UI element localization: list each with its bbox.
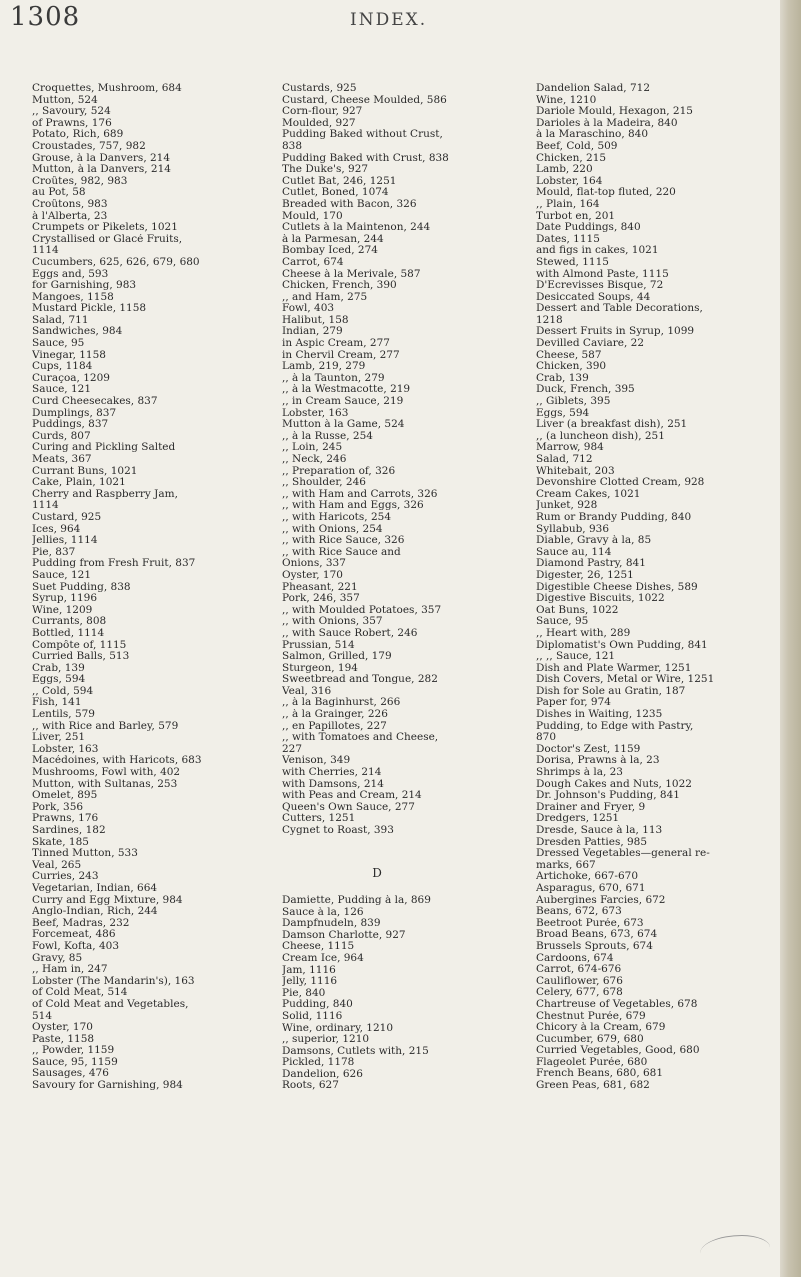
index-entry: Mushrooms, Fowl with, 402	[32, 767, 181, 779]
index-entry: Digestible Cheese Dishes, 589	[536, 581, 698, 593]
index-entry: Corn-flour, 927	[282, 106, 363, 118]
index-entry: Date Puddings, 840	[536, 222, 641, 234]
index-entry: Syllabub, 936	[536, 523, 610, 535]
index-entry: Dessert and Table Decorations,	[536, 303, 703, 315]
index-entry: Suet Pudding, 838	[32, 581, 131, 593]
index-entry: Dessert Fruits in Syrup, 1099	[536, 326, 695, 338]
index-entry: Fowl, 403	[282, 303, 335, 315]
index-entry: Lobster, 163	[282, 407, 349, 419]
index-column-3	[536, 83, 776, 1092]
index-entry: ,, à la Baginhurst, 266	[282, 697, 401, 709]
index-entry: Skate, 185	[32, 836, 89, 848]
index-entry: Beef, Madras, 232	[32, 917, 130, 929]
index-entry: Sandwiches, 984	[32, 326, 123, 338]
index-entry: Diable, Gravy à la, 85	[536, 535, 652, 547]
index-entry: Turbot en, 201	[536, 210, 616, 222]
index-entry: ,, with Sauce Robert, 246	[282, 627, 418, 639]
index-entry: Cream Ice, 964	[282, 952, 364, 964]
index-entry: Curing and Pickling Salted	[32, 442, 176, 454]
index-entry: Mutton, with Sultanas, 253	[32, 778, 178, 790]
index-entry: ,, Shoulder, 246	[282, 477, 366, 489]
index-entry: Grouse, à la Danvers, 214	[32, 152, 171, 164]
index-entry: ,, with Rice and Barley, 579	[32, 720, 179, 732]
index-entry: ,, superior, 1210	[282, 1034, 370, 1046]
index-entry: Macédoines, with Haricots, 683	[32, 755, 202, 767]
index-entry: Pudding Baked without Crust,	[282, 129, 443, 141]
index-entry: Rum or Brandy Pudding, 840	[536, 511, 692, 523]
index-entry: ,, Preparation of, 326	[282, 465, 396, 477]
index-entry	[282, 837, 532, 849]
index-entry: Jam, 1116	[282, 964, 336, 976]
index-entry: Darioles à la Madeira, 840	[536, 117, 678, 129]
index-entry: Currant Buns, 1021	[32, 465, 138, 477]
index-entry: D'Ecrevisses Bisque, 72	[536, 280, 664, 292]
index-entry: Vegetarian, Indian, 664	[32, 882, 158, 894]
section-letter: D	[372, 865, 382, 880]
index-entry: Brussels Sprouts, 674	[536, 940, 653, 952]
index-entry: Sausages, 476	[32, 1068, 109, 1080]
index-entry: ,, with Rice Sauce, 326	[282, 535, 405, 547]
index-column-2	[282, 83, 532, 1092]
index-entry: Mould, flat-top fluted, 220	[536, 187, 676, 199]
index-entry: Dish for Sole au Gratin, 187	[536, 685, 686, 697]
index-entry: Marrow, 984	[536, 442, 604, 454]
index-entry: ,, en Papillotes, 227	[282, 720, 387, 732]
index-entry: Eggs, 594	[536, 407, 590, 419]
index-entry: Cauliflower, 676	[536, 975, 623, 987]
index-entry: Cups, 1184	[32, 361, 93, 373]
index-entry: Cream Cakes, 1021	[536, 488, 641, 500]
index-entry: Dresden Patties, 985	[536, 836, 648, 848]
index-entry: Dates, 1115	[536, 233, 600, 245]
index-entry: Lobster, 164	[536, 175, 603, 187]
index-entry: Broad Beans, 673, 674	[536, 929, 658, 941]
index-entry: Cake, Plain, 1021	[32, 477, 126, 489]
index-entry: Crab, 139	[536, 372, 589, 384]
page-number: 1308	[10, 2, 81, 32]
index-entry: Pork, 246, 357	[282, 593, 360, 605]
index-entry: marks, 667	[536, 859, 596, 871]
index-entry: Roots, 627	[282, 1080, 339, 1092]
index-entry: Veal, 316	[282, 685, 332, 697]
index-entry: Asparagus, 670, 671	[536, 882, 646, 894]
index-entry: Fish, 141	[32, 697, 82, 709]
index-entry: Mangoes, 1158	[32, 291, 114, 303]
index-entry: Chicory à la Cream, 679	[536, 1022, 666, 1034]
index-entry: Duck, French, 395	[536, 384, 635, 396]
index-entry: Dough Cakes and Nuts, 1022	[536, 778, 692, 790]
index-entry: Prussian, 514	[282, 639, 355, 651]
index-entry: Sauce, 95	[536, 616, 589, 628]
index-entry: Beans, 672, 673	[536, 906, 622, 918]
index-entry: Dandelion, 626	[282, 1068, 363, 1080]
index-entry: Curd Cheesecakes, 837	[32, 396, 158, 408]
index-entry: Mutton, 524	[32, 94, 98, 106]
index-entry: Cutlets à la Maintenon, 244	[282, 222, 431, 234]
index-entry: ,, with Moulded Potatoes, 357	[282, 604, 442, 616]
index-entry: Cheese, 587	[536, 349, 602, 361]
index-entry: Curried Balls, 513	[32, 651, 130, 663]
book-edge	[780, 0, 801, 1277]
index-entry: ,, Savoury, 524	[32, 106, 111, 118]
index-entry: Curried Vegetables, Good, 680	[536, 1045, 700, 1057]
index-entry: Lamb, 220	[536, 164, 593, 176]
index-entry: of Prawns, 176	[32, 117, 112, 129]
index-entry: Crab, 139	[32, 662, 85, 674]
index-entry: Beetroot Purée, 673	[536, 917, 644, 929]
index-entry: Doctor's Zest, 1159	[536, 743, 641, 755]
index-entry: Damson Charlotte, 927	[282, 929, 406, 941]
index-entry: Veal, 265	[32, 859, 82, 871]
index-entry: Sauce à la, 126	[282, 906, 364, 918]
index-entry: Dariole Mould, Hexagon, 215	[536, 106, 693, 118]
index-entry: ,, with Tomatoes and Cheese,	[282, 732, 439, 744]
index-entry: ,, Heart with, 289	[536, 627, 631, 639]
index-entry: of Cold Meat, 514	[32, 987, 128, 999]
index-entry: Mustard Pickle, 1158	[32, 303, 147, 315]
index-entry: Solid, 1116	[282, 1010, 343, 1022]
index-entry: Dandelion Salad, 712	[536, 83, 651, 94]
index-entry: Pudding Baked with Crust, 838	[282, 152, 449, 164]
index-entry: Moulded, 927	[282, 117, 356, 129]
index-entry: Cardoons, 674	[536, 952, 614, 964]
page-title: INDEX.	[350, 10, 428, 30]
index-entry: Oat Buns, 1022	[536, 604, 619, 616]
index-entry: Junket, 928	[536, 500, 598, 512]
index-entry: Carrot, 674-676	[536, 964, 622, 976]
index-entry: ,, à la Russe, 254	[282, 430, 373, 442]
index-entry: Green Peas, 681, 682	[536, 1080, 650, 1092]
index-entry: ,, Ham in, 247	[32, 964, 108, 976]
index-entry	[282, 848, 532, 860]
index-entry: Venison, 349	[282, 755, 351, 767]
index-entry: ,, with Ham and Carrots, 326	[282, 488, 438, 500]
index-entry: Crumpets or Pikelets, 1021	[32, 222, 178, 234]
index-entry: Salad, 711	[32, 314, 89, 326]
index-entry: Liver (a breakfast dish), 251	[536, 419, 688, 431]
index-entry: ,, ,, Sauce, 121	[536, 651, 616, 663]
index-entry: Aubergines Farcies, 672	[536, 894, 666, 906]
index-entry: ,, with Onions, 254	[282, 523, 383, 535]
index-entry: Dishes in Waiting, 1235	[536, 709, 663, 721]
index-entry: Sauce, 95, 1159	[32, 1056, 118, 1068]
index-entry: ,, Cold, 594	[32, 685, 94, 697]
index-entry: Sauce, 95	[32, 338, 85, 350]
index-entry: Drainer and Fryer, 9	[536, 801, 646, 813]
index-entry: ,, à la Taunton, 279	[282, 372, 385, 384]
index-entry: Sweetbread and Tongue, 282	[282, 674, 438, 686]
index-entry: Breaded with Bacon, 326	[282, 198, 417, 210]
index-entry: Bottled, 1114	[32, 627, 105, 639]
index-entry: Cutters, 1251	[282, 813, 356, 825]
index-entry: 1114	[32, 245, 59, 257]
index-entry: Vinegar, 1158	[32, 349, 106, 361]
index-entry: Currants, 808	[32, 616, 107, 628]
index-entry: Curry and Egg Mixture, 984	[32, 894, 183, 906]
index-entry: ,, in Cream Sauce, 219	[282, 396, 404, 408]
index-entry: Dumplings, 837	[32, 407, 117, 419]
index-entry: Croquettes, Mushroom, 684	[32, 83, 182, 94]
index-entry: The Duke's, 927	[282, 164, 369, 176]
index-entry: Curries, 243	[32, 871, 99, 883]
index-entry: Wine, 1210	[536, 94, 597, 106]
index-entry: Gravy, 85	[32, 952, 83, 964]
index-entry: Celery, 677, 678	[536, 987, 623, 999]
index-entry: Croûtons, 983	[32, 198, 108, 210]
index-entry: Custard, Cheese Moulded, 586	[282, 94, 447, 106]
index-entry: Pudding from Fresh Fruit, 837	[32, 558, 196, 570]
index-column-1	[32, 83, 282, 1092]
index-entry: ,, Powder, 1159	[32, 1045, 115, 1057]
index-entry: Dr. Johnson's Pudding, 841	[536, 790, 680, 802]
index-entry: Diamond Pastry, 841	[536, 558, 646, 570]
index-entry: for Garnishing, 983	[32, 280, 137, 292]
index-entry: Sauce au, 114	[536, 546, 612, 558]
index-entry: Dorisa, Prawns à la, 23	[536, 755, 660, 767]
index-entry: Pie, 840	[282, 987, 326, 999]
index-entry: Dressed Vegetables—general re-	[536, 848, 710, 860]
index-entry: Chicken, 215	[536, 152, 607, 164]
index-entry: Mutton, à la Danvers, 214	[32, 164, 171, 176]
index-entry: and figs in cakes, 1021	[536, 245, 659, 257]
index-entry: Dampfnudeln, 839	[282, 918, 381, 930]
index-entry: Chicken, 390	[536, 361, 607, 373]
index-entry: Cutlet, Boned, 1074	[282, 187, 389, 199]
index-entry: Cucumber, 679, 680	[536, 1033, 644, 1045]
index-entry: Chartreuse of Vegetables, 678	[536, 998, 698, 1010]
index-entry: 1114	[32, 500, 59, 512]
index-entry: Salmon, Grilled, 179	[282, 651, 392, 663]
index-entry: Bombay Iced, 274	[282, 245, 378, 257]
index-entry: 870	[536, 732, 557, 744]
index-entry: ,, à la Westmacotte, 219	[282, 384, 411, 396]
index-entry: Indian, 279	[282, 326, 343, 338]
index-entry: ,, Neck, 246	[282, 454, 347, 465]
index-entry: Eggs and, 593	[32, 268, 109, 280]
index-entry: Dresde, Sauce à la, 113	[536, 825, 663, 836]
index-entry: Pie, 837	[32, 546, 76, 558]
index-entry: with Almond Paste, 1115	[536, 268, 669, 280]
index-entry: Pickled, 1178	[282, 1057, 355, 1069]
index-entry: Compôte of, 1115	[32, 639, 127, 651]
index-entry: Custards, 925	[282, 83, 357, 94]
index-entry: with Damsons, 214	[282, 778, 384, 790]
index-entry: Flageolet Purée, 680	[536, 1056, 648, 1068]
index-entry: Halibut, 158	[282, 314, 349, 326]
index-entry: Digestive Biscuits, 1022	[536, 593, 665, 605]
index-entry: Cheese à la Merivale, 587	[282, 268, 421, 280]
index-entry: Cygnet to Roast, 393	[282, 825, 394, 836]
index-entry: Sturgeon, 194	[282, 662, 358, 674]
index-entry: Savoury for Garnishing, 984	[32, 1080, 183, 1092]
index-entry: Meats, 367	[32, 454, 92, 465]
index-entry: Damsons, Cutlets with, 215	[282, 1045, 429, 1057]
index-entry: ,, Plain, 164	[536, 198, 600, 210]
index-entry: Lobster (The Mandarin's), 163	[32, 975, 195, 987]
index-entry: Tinned Mutton, 533	[32, 848, 138, 860]
index-entry: Devilled Caviare, 22	[536, 338, 645, 350]
index-entry: ,, with Haricots, 254	[282, 511, 391, 523]
index-entry: Desiccated Soups, 44	[536, 291, 651, 303]
index-entry: Cherry and Raspberry Jam,	[32, 488, 178, 500]
index-entry: with Cherries, 214	[282, 767, 382, 779]
index-entry: Beef, Cold, 509	[536, 140, 618, 152]
index-entry: Chestnut Purée, 679	[536, 1010, 646, 1022]
index-entry: Pudding, to Edge with Pastry,	[536, 720, 694, 732]
index-entry: à l'Alberta, 23	[32, 210, 108, 222]
index-entry: Stewed, 1115	[536, 256, 609, 268]
index-entry: à la Parmesan, 244	[282, 233, 384, 245]
index-entry: Wine, ordinary, 1210	[282, 1022, 394, 1034]
index-entry: Carrot, 674	[282, 256, 344, 268]
page-curl-mark	[700, 1235, 770, 1266]
index-entry: Pudding, 840	[282, 999, 353, 1011]
index-entry: Cutlet Bat, 246, 1251	[282, 175, 397, 187]
index-entry: Sauce, 121	[32, 569, 92, 581]
index-entry: Salad, 712	[536, 454, 593, 465]
index-entry: Curaçoa, 1209	[32, 372, 110, 384]
index-entry: Jellies, 1114	[32, 535, 98, 547]
index-entry: Chicken, French, 390	[282, 280, 397, 292]
index-entry: Whitebait, 203	[536, 465, 615, 477]
index-entry: au Pot, 58	[32, 187, 86, 199]
index-entry: Sauce, 121	[32, 384, 92, 396]
index-entry: Lamb, 219, 279	[282, 361, 366, 373]
index-entry: Mould, 170	[282, 210, 343, 222]
index-entry: 514	[32, 1010, 53, 1022]
index-entry: Oyster, 170	[282, 569, 343, 581]
index-entry: Lentils, 579	[32, 709, 95, 721]
index-entry: 838	[282, 140, 303, 152]
index-entry: ,, and Ham, 275	[282, 291, 368, 303]
index-entry: Anglo-Indian, Rich, 244	[32, 906, 158, 918]
index-entry: ,, Giblets, 395	[536, 396, 611, 408]
index-entry: Diplomatist's Own Pudding, 841	[536, 639, 708, 651]
index-entry: Ices, 964	[32, 523, 81, 535]
index-entry: ,, with Rice Sauce and	[282, 546, 401, 558]
index-entry: Onions, 337	[282, 558, 346, 570]
index-entry: Croustades, 757, 982	[32, 140, 146, 152]
index-entry	[282, 883, 532, 895]
index-entry: Potato, Rich, 689	[32, 129, 124, 141]
index-entry: 1218	[536, 314, 563, 326]
index-entry: Queen's Own Sauce, 277	[282, 801, 415, 813]
index-entry: in Chervil Cream, 277	[282, 349, 400, 361]
index-entry: Oyster, 170	[32, 1022, 93, 1034]
index-entry: Curds, 807	[32, 430, 91, 442]
index-entry: Eggs, 594	[32, 674, 86, 686]
index-entry: Omelet, 895	[32, 790, 98, 802]
index-entry: Custard, 925	[32, 511, 102, 523]
index-entry: Dish Covers, Metal or Wire, 1251	[536, 674, 715, 686]
index-entry: Prawns, 176	[32, 813, 99, 825]
index-entry: with Peas and Cream, 214	[282, 790, 422, 802]
index-entry: French Beans, 680, 681	[536, 1068, 664, 1080]
index-entry: Pork, 356	[32, 801, 84, 813]
index-entry: Mutton à la Game, 524	[282, 419, 405, 431]
index-entry: Cheese, 1115	[282, 941, 355, 953]
index-entry: Wine, 1209	[32, 604, 93, 616]
index-entry: à la Maraschino, 840	[536, 129, 649, 141]
index-entry: Croûtes, 982, 983	[32, 175, 128, 187]
index-entry: ,, Loin, 245	[282, 442, 343, 454]
index-entry: Shrimps à la, 23	[536, 767, 623, 779]
index-entry: Puddings, 837	[32, 419, 109, 431]
index-entry: ,, with Onions, 357	[282, 616, 383, 628]
index-entry: Damiette, Pudding à la, 869	[282, 894, 431, 906]
index-entry: Cucumbers, 625, 626, 679, 680	[32, 256, 200, 268]
index-entry: Forcemeat, 486	[32, 929, 116, 941]
index-entry: 227	[282, 743, 303, 755]
index-entry: Devonshire Clotted Cream, 928	[536, 477, 705, 489]
index-entry: Artichoke, 667-670	[536, 871, 639, 883]
index-entry: Crystallised or Glacé Fruits,	[32, 233, 183, 245]
index-entry: Dish and Plate Warmer, 1251	[536, 662, 692, 674]
index-entry: of Cold Meat and Vegetables,	[32, 998, 189, 1010]
index-entry: Digester, 26, 1251	[536, 569, 634, 581]
index-entry: Paper for, 974	[536, 697, 611, 709]
index-entry: Fowl, Kofta, 403	[32, 940, 120, 952]
index-entry: Liver, 251	[32, 732, 86, 744]
index-entry: Dredgers, 1251	[536, 813, 620, 825]
index-entry: ,, (a luncheon dish), 251	[536, 430, 665, 442]
index-entry: ,, à la Grainger, 226	[282, 709, 388, 721]
index-entry: in Aspic Cream, 277	[282, 338, 390, 350]
index-entry: Syrup, 1196	[32, 593, 98, 605]
index-entry: Pheasant, 221	[282, 581, 358, 593]
index-entry: ,, with Ham and Eggs, 326	[282, 500, 424, 512]
index-entry: Paste, 1158	[32, 1033, 95, 1045]
index-entry: Sardines, 182	[32, 825, 106, 836]
index-entry: Jelly, 1116	[282, 976, 338, 988]
index-entry: Lobster, 163	[32, 743, 99, 755]
